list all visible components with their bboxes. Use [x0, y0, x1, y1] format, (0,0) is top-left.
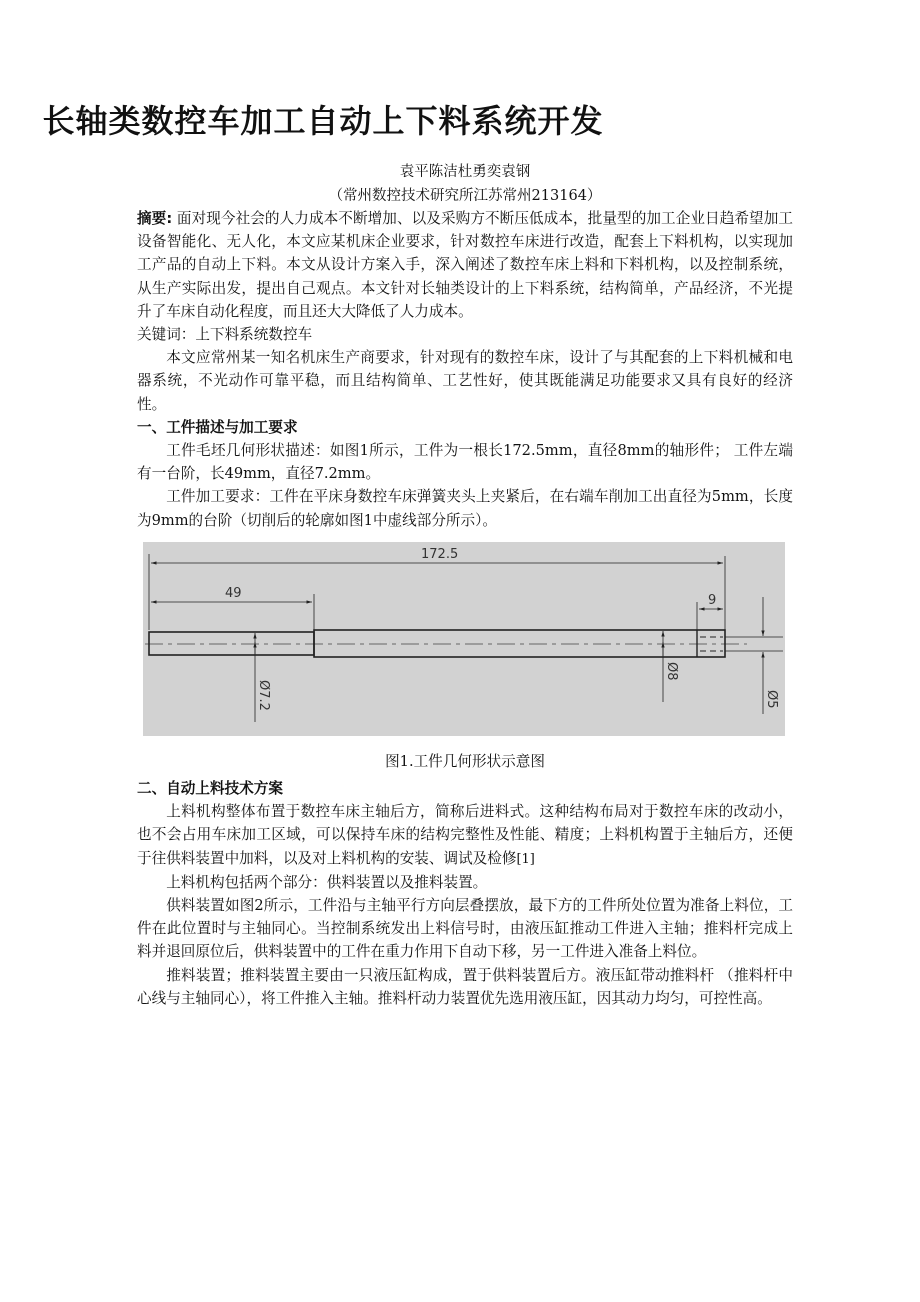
section1-heading: 一、工件描述与加工要求: [137, 418, 298, 436]
abstract-text: 面对现今社会的人力成本不断增加、以及采购方不断压低成本，批量型的加工企业日趋希望加工设备智能化、无人化，本文应某机床企业要求，针对数控车床进行改造，配套上下料机构，以实现加工产品的自动上下料。本文从设计方案入手，深入阐述了数控车床上料和下料机构，以及控制系统，从生产实际出发，提出自己观点。本文针对长轴类设计的上下料系统，结构简单，产品经济，不光提升了车床自动化程度，而且还大大降低了人力成本。: [137, 210, 793, 320]
citation-ref[interactable]: [1]: [516, 851, 535, 867]
section2-paragraph-1-text: 上料机构整体布置于数控车床主轴后方，简称后进料式。这种结构布局对于数控车床的改动小，也不会占用车床加工区域，可以保持车床的结构完整性及性能、精度；上料机构置于主轴后方，还便于往供料装置中加料，以及对上料机构的安装、调试及检修: [137, 803, 793, 867]
dim-total-label: 172.5: [421, 546, 459, 562]
dia-end-label: Ø5: [764, 689, 779, 709]
keywords: 关键词：上下料系统数控车: [137, 326, 313, 344]
figure-1-caption: 图1.工件几何形状示意图: [385, 752, 545, 770]
abstract: [137, 207, 793, 323]
affiliation: （常州数控技术研究所江苏常州213164）: [328, 188, 602, 204]
dim-step-label: 49: [225, 585, 242, 601]
abstract-label: 摘要:: [137, 210, 173, 227]
figure-1-drawing: [143, 542, 785, 736]
section2-paragraph-4: 推料装置；推料装置主要由一只液压缸构成，置于供料装置后方。液压缸带动推料杆 （推料杆中心线与主轴同心），将工件推入主轴。推料杆动力装置优先选用液压缸，因其动力均匀，可控性高。: [137, 966, 793, 1007]
section2-paragraph-3: 供料装置如图2所示，工件沿与主轴平行方向层叠摆放，最下方的工件所处位置为准备上料位，工件在此位置时与主轴同心。当控制系统发出上料信号时，由液压缸推动工件进入主轴；推料杆完成上料并退回原位后，供料装置中的工件在重力作用下自动下移，另一工件进入准备上料位。: [137, 897, 793, 961]
dim-end-label: 9: [708, 592, 717, 608]
content-flow: [137, 207, 793, 1010]
section2-paragraph-2: 上料机构包括两个部分：供料装置以及推料装置。: [166, 873, 488, 891]
section1-paragraph-2: 工件加工要求：工件在平床身数控车床弹簧夹头上夹紧后，在右端车削加工出直径为5mm，长度为9mm的台阶（切削后的轮廓如图1中虚线部分所示）。: [137, 488, 793, 529]
section2-paragraph-1: [137, 800, 793, 871]
dia-main-label: Ø8: [664, 661, 679, 681]
dia-left-label: Ø7.2: [256, 679, 271, 711]
section1-paragraph-1: 工件毛坯几何形状描述：如图1所示，工件为一根长172.5mm，直径8mm的轴形件； 工件左端有一台阶，长49mm，直径7.2mm。: [137, 442, 793, 483]
authors: 袁平陈洁杜勇奕袁钢: [399, 164, 531, 180]
section2-heading: 二、自动上料技术方案: [137, 780, 283, 798]
paper-title: 长轴类数控车加工自动上下料系统开发: [42, 102, 604, 140]
intro-paragraph: 本文应常州某一知名机床生产商要求，针对现有的数控车床，设计了与其配套的上下料机械和电器系统，不光动作可靠平稳，而且结构简单、工艺性好，使其既能满足功能要求又具有良好的经济性。: [137, 349, 793, 413]
